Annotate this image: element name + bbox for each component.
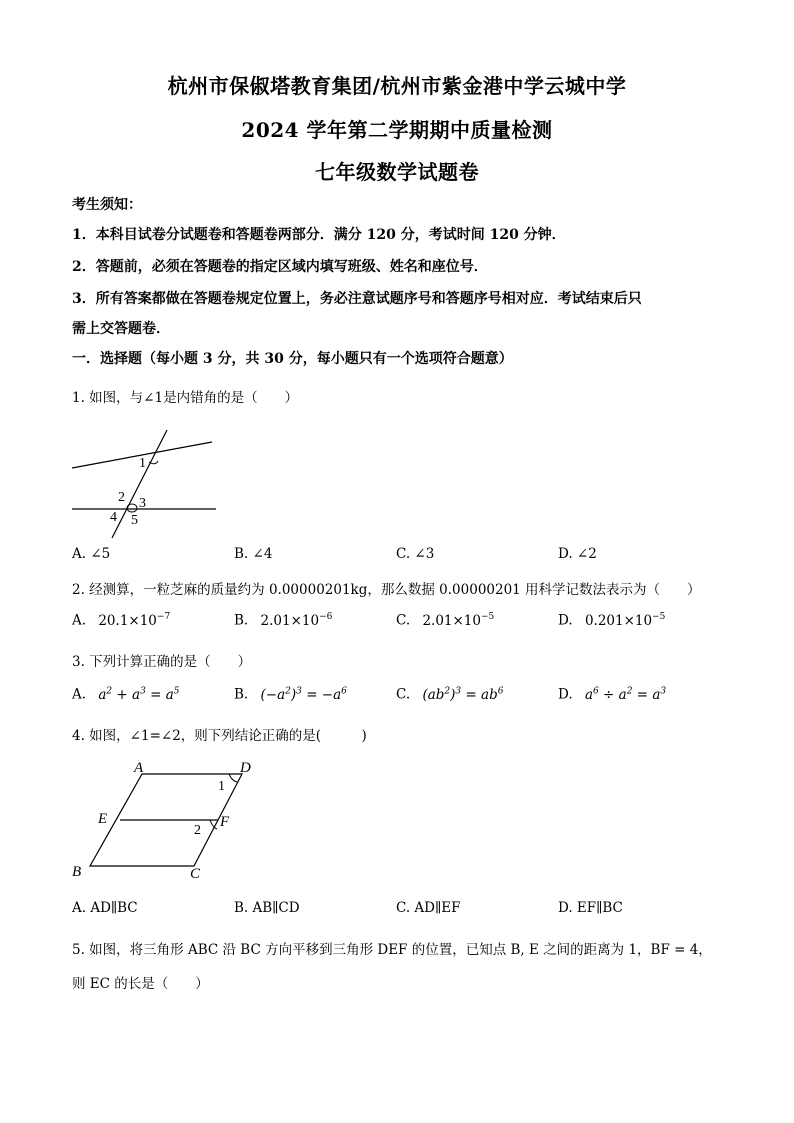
q2-option-d[interactable] <box>558 612 665 629</box>
q4-option-b[interactable]: B. AB∥CD <box>234 900 300 916</box>
vertex-d: D <box>240 760 251 776</box>
q3-option-a[interactable] <box>72 686 180 703</box>
q3-option-c-formula: $(ab^2)^3 = ab^6$ <box>422 686 504 703</box>
fig1-label-2: 2 <box>118 490 125 505</box>
q2-option-b-value: 2.01×10 <box>260 612 320 629</box>
q3-option-a-formula: $a^2 + a^3 = a^5$ <box>98 686 180 703</box>
exam-title: 2024 学年第二学期期中质量检测 <box>241 118 553 142</box>
q3-option-d-label: D. <box>558 686 573 703</box>
q2-option-c-exp: −5 <box>481 612 495 622</box>
point-e: E <box>98 811 108 827</box>
q4-option-a[interactable]: A. AD∥BC <box>72 900 138 916</box>
notice-item-1: 1．本科目试卷分试题卷和答题卷两部分．满分 120 分，考试时间 120 分钟． <box>72 227 566 243</box>
angle-1-arc <box>229 774 237 782</box>
question-1-figure <box>68 428 218 543</box>
q2-option-a-exp: −7 <box>156 612 171 622</box>
q3-option-a-label: A. <box>72 686 87 703</box>
q3-option-b[interactable] <box>234 686 347 703</box>
q3-option-d[interactable] <box>558 686 666 703</box>
notice-item-3a: 3．所有答案都做在答题卷规定位置上，务必注意试题序号和答题序号相对应．考试结束后只 <box>72 291 642 307</box>
notice-heading: 考生须知： <box>72 197 142 213</box>
vertex-c: C <box>190 866 201 882</box>
q2-option-b-label: B. <box>234 612 249 629</box>
transversal <box>112 430 167 538</box>
question-2-stem: 2. 经测算，一粒芝麻的质量约为 0.00000201kg，那么数据 0.00000201 用科学记数法表示为（ ） <box>72 582 701 598</box>
question-4-figure <box>66 756 266 886</box>
q2-option-d-exp: −5 <box>652 612 666 622</box>
q2-option-c[interactable] <box>396 612 494 629</box>
point-f: F <box>220 814 230 830</box>
q2-option-c-value: 2.01×10 <box>422 612 481 629</box>
school-title: 杭州市保俶塔教育集团/杭州市紫金港中学云城中学 <box>167 74 627 98</box>
q2-option-b[interactable] <box>234 612 332 629</box>
paper-title: 七年级数学试题卷 <box>315 160 479 184</box>
question-5-stem-line2: 则 EC 的长是（ ） <box>72 976 209 992</box>
q3-option-c[interactable] <box>396 686 503 703</box>
fig4-label-2: 2 <box>194 823 201 838</box>
question-5-stem-line1: 5. 如图，将三角形 ABC 沿 BC 方向平移到三角形 DEF 的位置，已知点 B, E 之间的距离为 1，BF = 4， <box>72 942 712 958</box>
q4-option-d[interactable]: D. EF∥BC <box>558 900 623 916</box>
question-4-stem: 4. 如图，∠1=∠2，则下列结论正确的是( ) <box>72 728 367 744</box>
fig4-label-1: 1 <box>218 779 225 794</box>
q2-option-d-value: 0.201×10 <box>584 612 653 629</box>
fig1-label-3: 3 <box>139 496 146 511</box>
q1-option-c[interactable]: C. ∠3 <box>396 546 435 562</box>
fig1-label-1: 1 <box>139 456 146 471</box>
notice-item-2: 2．答题前，必须在答题卷的指定区域内填写班级、姓名和座位号． <box>72 259 488 275</box>
q2-option-a-label: A. <box>72 612 87 629</box>
q2-option-c-label: C. <box>396 612 411 629</box>
q1-option-d[interactable]: D. ∠2 <box>558 546 597 562</box>
q2-option-a[interactable] <box>72 612 170 629</box>
question-1-stem: 1. 如图，与∠1是内错角的是（ ） <box>72 390 299 406</box>
q4-option-c[interactable]: C. AD∥EF <box>396 900 461 916</box>
q3-option-d-formula: $a^6 \div a^2 = a^3$ <box>584 686 667 703</box>
q3-option-b-formula: $(-a^2)^3 = -a^6$ <box>260 686 347 703</box>
q1-option-a[interactable]: A. ∠5 <box>72 546 111 562</box>
q2-option-a-value: 20.1×10 <box>98 612 157 629</box>
fig1-label-5: 5 <box>131 513 138 528</box>
q2-option-b-exp: −6 <box>319 612 333 622</box>
vertex-a: A <box>134 760 144 776</box>
q2-option-d-label: D. <box>558 612 573 629</box>
question-3-stem: 3. 下列计算正确的是（ ） <box>72 654 252 670</box>
q1-option-b[interactable]: B. ∠4 <box>234 546 273 562</box>
fig1-label-4: 4 <box>110 510 117 525</box>
q3-option-b-label: B. <box>234 686 249 703</box>
q3-option-c-label: C. <box>396 686 411 703</box>
vertex-b: B <box>72 864 82 880</box>
angle-arc-lower <box>127 504 137 512</box>
section-heading: 一．选择题（每小题 3 分，共 30 分，每小题只有一个选项符合题意） <box>72 351 513 367</box>
notice-item-3b: 需上交答题卷． <box>72 321 170 337</box>
